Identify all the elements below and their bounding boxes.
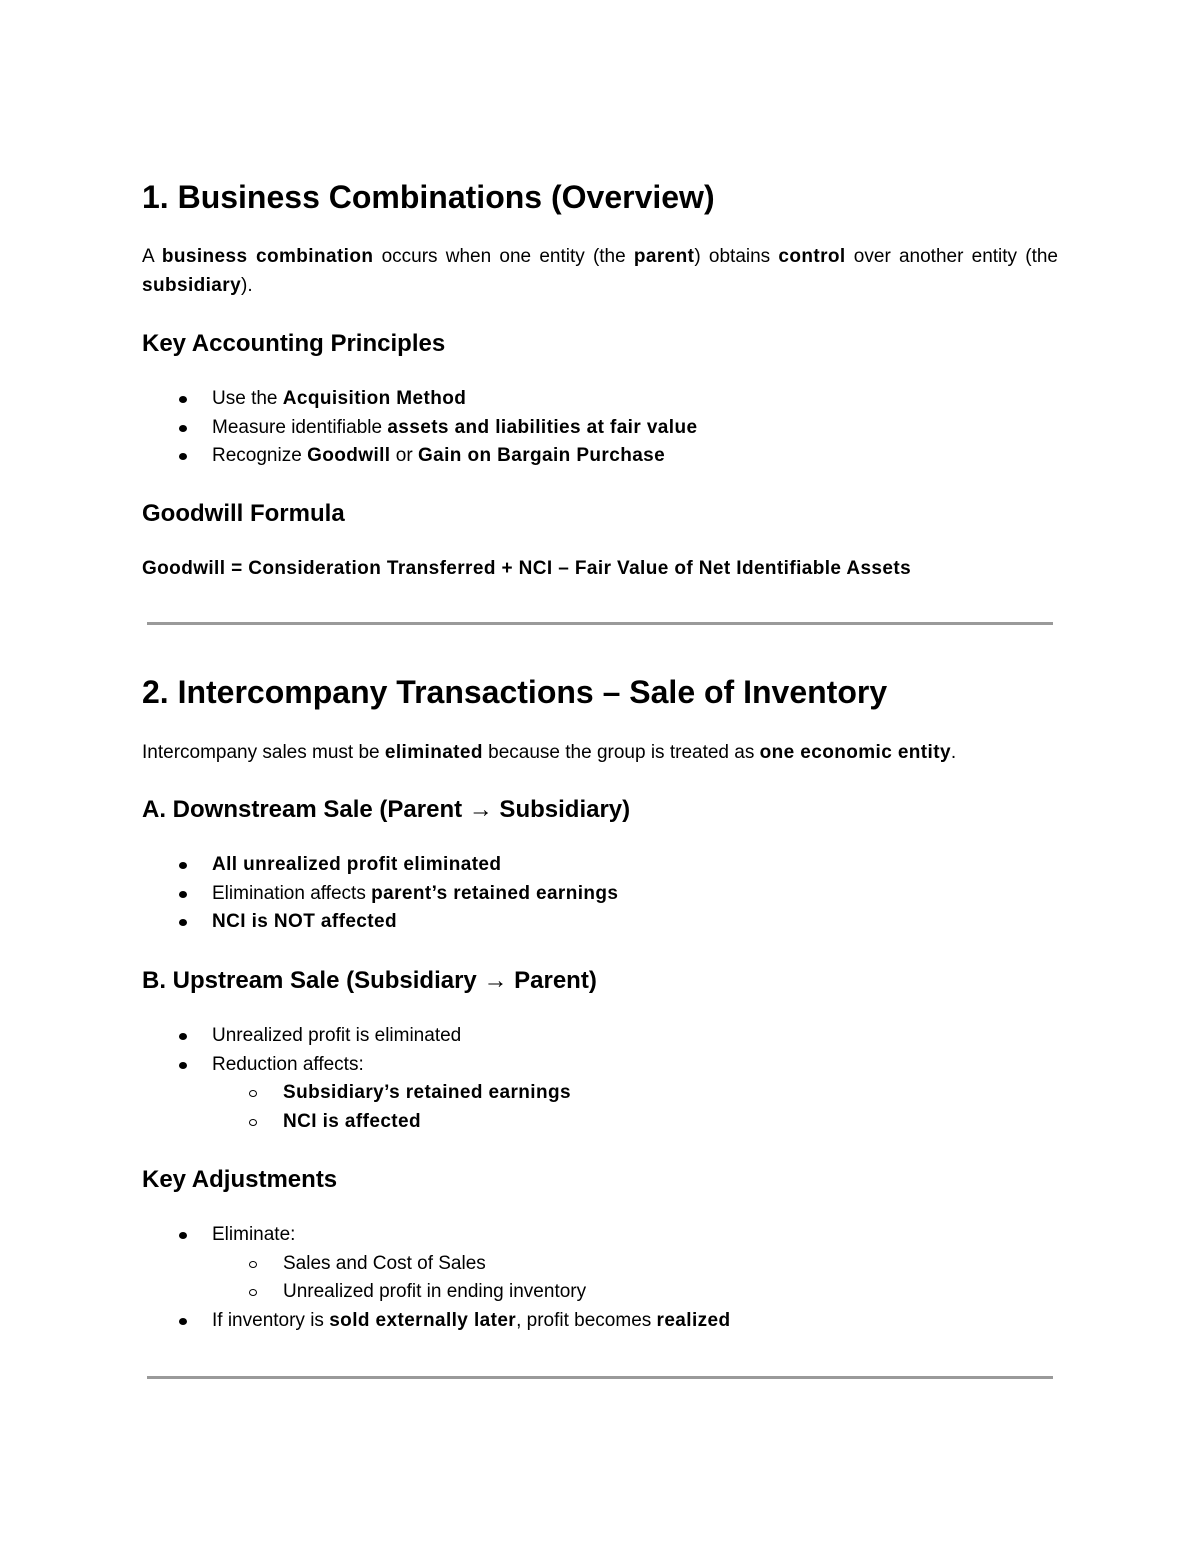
- list-item: Eliminate:: [142, 1221, 1058, 1250]
- list-item: NCI is NOT affected: [142, 908, 1058, 937]
- bullet-icon: [179, 1232, 187, 1239]
- list-item: Unrealized profit is eliminated: [142, 1022, 1058, 1051]
- list-item: Use the Acquisition Method: [142, 385, 1058, 414]
- hollow-bullet-icon: [249, 1119, 257, 1126]
- section-divider: [147, 622, 1053, 625]
- section-divider: [147, 1376, 1053, 1379]
- list-item: Measure identifiable assets and liabilities at fair value: [142, 414, 1058, 443]
- sub-list-item: Unrealized profit in ending inventory: [142, 1278, 1058, 1307]
- bullet-icon: [179, 1033, 187, 1040]
- section-1-intro: A business combination occurs when one entity (the parent) obtains control over another entity (the subsidiary).: [142, 246, 1059, 296]
- upstream-sale-heading: B. Upstream Sale (Subsidiary → Parent): [142, 967, 597, 994]
- key-accounting-principles-heading: Key Accounting Principles: [142, 330, 446, 357]
- adjustments-list: [142, 1221, 1058, 1335]
- bullet-icon: [179, 919, 187, 926]
- goodwill-formula-heading: Goodwill Formula: [142, 500, 345, 527]
- principles-list: [142, 385, 1058, 471]
- key-adjustments-heading: Key Adjustments: [142, 1166, 338, 1193]
- list-item: Recognize Goodwill or Gain on Bargain Purchase: [142, 442, 1058, 471]
- list-item: Reduction affects:: [142, 1051, 1058, 1080]
- hollow-bullet-icon: [249, 1090, 257, 1097]
- bullet-icon: [179, 1318, 187, 1325]
- bullet-icon: [179, 1062, 187, 1069]
- sub-list-item: NCI is affected: [142, 1108, 1058, 1137]
- list-item: Elimination affects parent’s retained earnings: [142, 880, 1058, 909]
- hollow-bullet-icon: [249, 1289, 257, 1296]
- section-2-intro: Intercompany sales must be eliminated because the group is treated as one economic entity.: [142, 742, 957, 763]
- downstream-list: [142, 851, 1058, 937]
- upstream-list: [142, 1022, 1058, 1136]
- bullet-icon: [179, 425, 187, 432]
- section-2-title: 2. Intercompany Transactions – Sale of Inventory: [142, 674, 888, 710]
- sub-list-item: Subsidiary’s retained earnings: [142, 1079, 1058, 1108]
- list-item: All unrealized profit eliminated: [142, 851, 1058, 880]
- section-1-title: 1. Business Combinations (Overview): [142, 179, 715, 215]
- list-item: If inventory is sold externally later, profit becomes realized: [142, 1307, 1058, 1336]
- hollow-bullet-icon: [249, 1261, 257, 1268]
- downstream-sale-heading: A. Downstream Sale (Parent → Subsidiary): [142, 796, 631, 823]
- bullet-icon: [179, 453, 187, 460]
- bullet-icon: [179, 862, 187, 869]
- bullet-icon: [179, 891, 187, 898]
- goodwill-formula: Goodwill = Consideration Transferred + NCI – Fair Value of Net Identifiable Assets: [142, 558, 912, 579]
- sub-list-item: Sales and Cost of Sales: [142, 1250, 1058, 1279]
- bullet-icon: [179, 396, 187, 403]
